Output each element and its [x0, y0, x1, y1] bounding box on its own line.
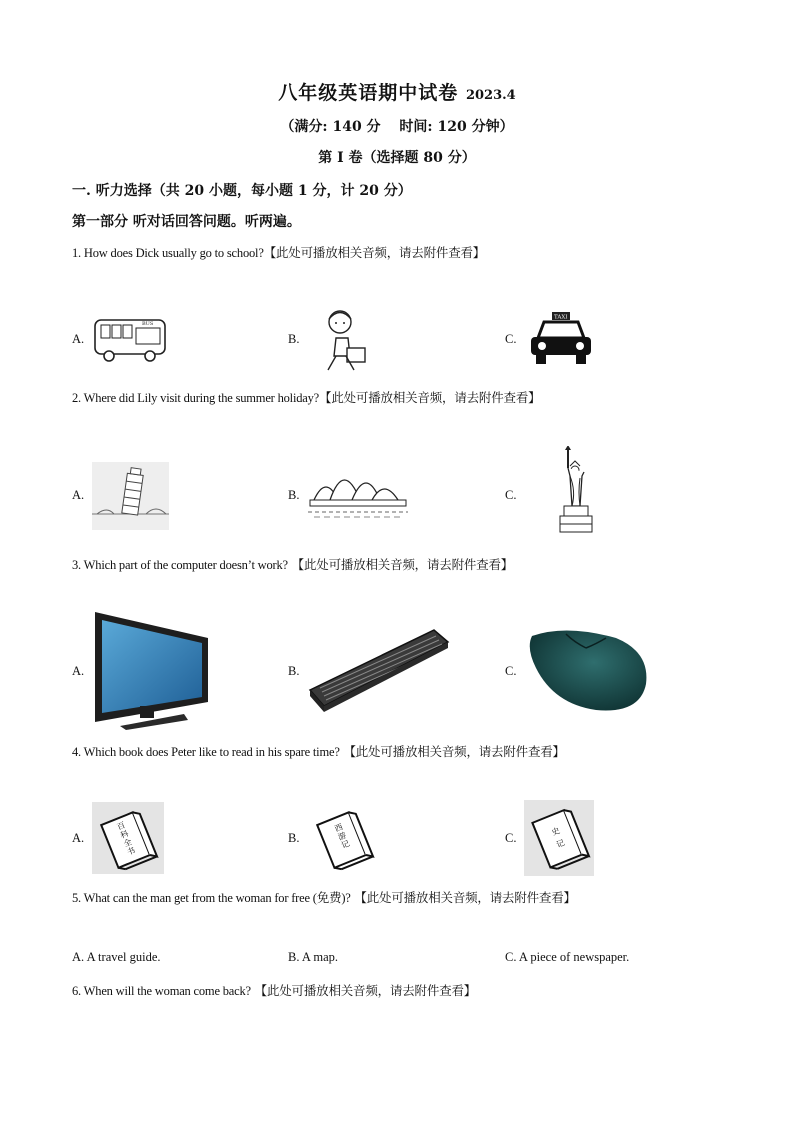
- option-b-label: B.: [288, 831, 300, 845]
- section-title: 一. 听力选择（共 20 小题，每小题 1 分，计 20 分）: [72, 183, 412, 199]
- taxi-icon: [526, 310, 596, 368]
- bus-icon: [92, 314, 168, 364]
- option-c-label: C.: [505, 664, 517, 678]
- option-b-label: B.: [288, 488, 300, 502]
- part-title: 第一部分 听对话回答问题。听两遍。: [72, 214, 301, 230]
- question-6: 6. When will the woman come back? 【此处可播放相关音频，请去附件查看】: [72, 983, 477, 998]
- option-b-label: B.: [288, 664, 300, 678]
- mouse-icon: [526, 628, 650, 714]
- monitor-icon: [92, 610, 210, 730]
- book-title: 史记: [550, 826, 566, 850]
- option-a-label: A.: [72, 332, 85, 346]
- keyboard-icon: [308, 628, 450, 714]
- page-title: [0, 78, 794, 105]
- option-a-label: A.: [72, 831, 85, 845]
- question-2: 2. Where did Lily visit during the summer holiday?【此处可播放相关音频，请去附件查看】: [72, 390, 541, 405]
- svg-text:BUS: BUS: [142, 321, 154, 327]
- exam-subtitle: （满分: 140 分 时间: 120 分钟）: [280, 119, 514, 135]
- question-5: 5. What can the man get from the woman for free (免费)? 【此处可播放相关音频，请去附件查看】: [72, 890, 576, 905]
- option-c-label: C.: [505, 488, 517, 502]
- option-b-label: B.: [288, 332, 300, 346]
- question-4: 4. Which book does Peter like to read in his spare time? 【此处可播放相关音频，请去附件查看】: [72, 744, 565, 759]
- book-icon: [92, 802, 164, 874]
- option-a-label: A.: [72, 488, 85, 502]
- option-b: B. A map.: [288, 950, 339, 964]
- book-title: 百科全书: [115, 820, 137, 857]
- svg-text:TAXI: TAXI: [554, 314, 568, 321]
- exam-date: 2023.4: [465, 88, 516, 103]
- option-a: A. A travel guide.: [72, 950, 161, 964]
- question-1: 1. How does Dick usually go to school?【此处可播放相关音频，请去附件查看】: [72, 245, 486, 260]
- exam-title: 八年级英语期中试卷: [278, 82, 459, 104]
- opera-house-icon: [308, 456, 408, 520]
- option-c: C. A piece of newspaper.: [505, 950, 630, 964]
- volume-heading: 第 I 卷（选择题 80 分）: [318, 150, 476, 166]
- walking-boy-icon: [316, 306, 372, 376]
- option-c-label: C.: [505, 831, 517, 845]
- option-c-label: C.: [505, 332, 517, 346]
- option-a-label: A.: [72, 664, 85, 678]
- book-icon: [308, 802, 380, 874]
- question-3: 3. Which part of the computer doesn’t work? 【此处可播放相关音频，请去附件查看】: [72, 557, 514, 572]
- book-title: 西游记: [333, 822, 351, 851]
- statue-of-liberty-icon: [548, 446, 604, 540]
- leaning-tower-icon: [92, 462, 169, 530]
- book-icon: [524, 800, 594, 876]
